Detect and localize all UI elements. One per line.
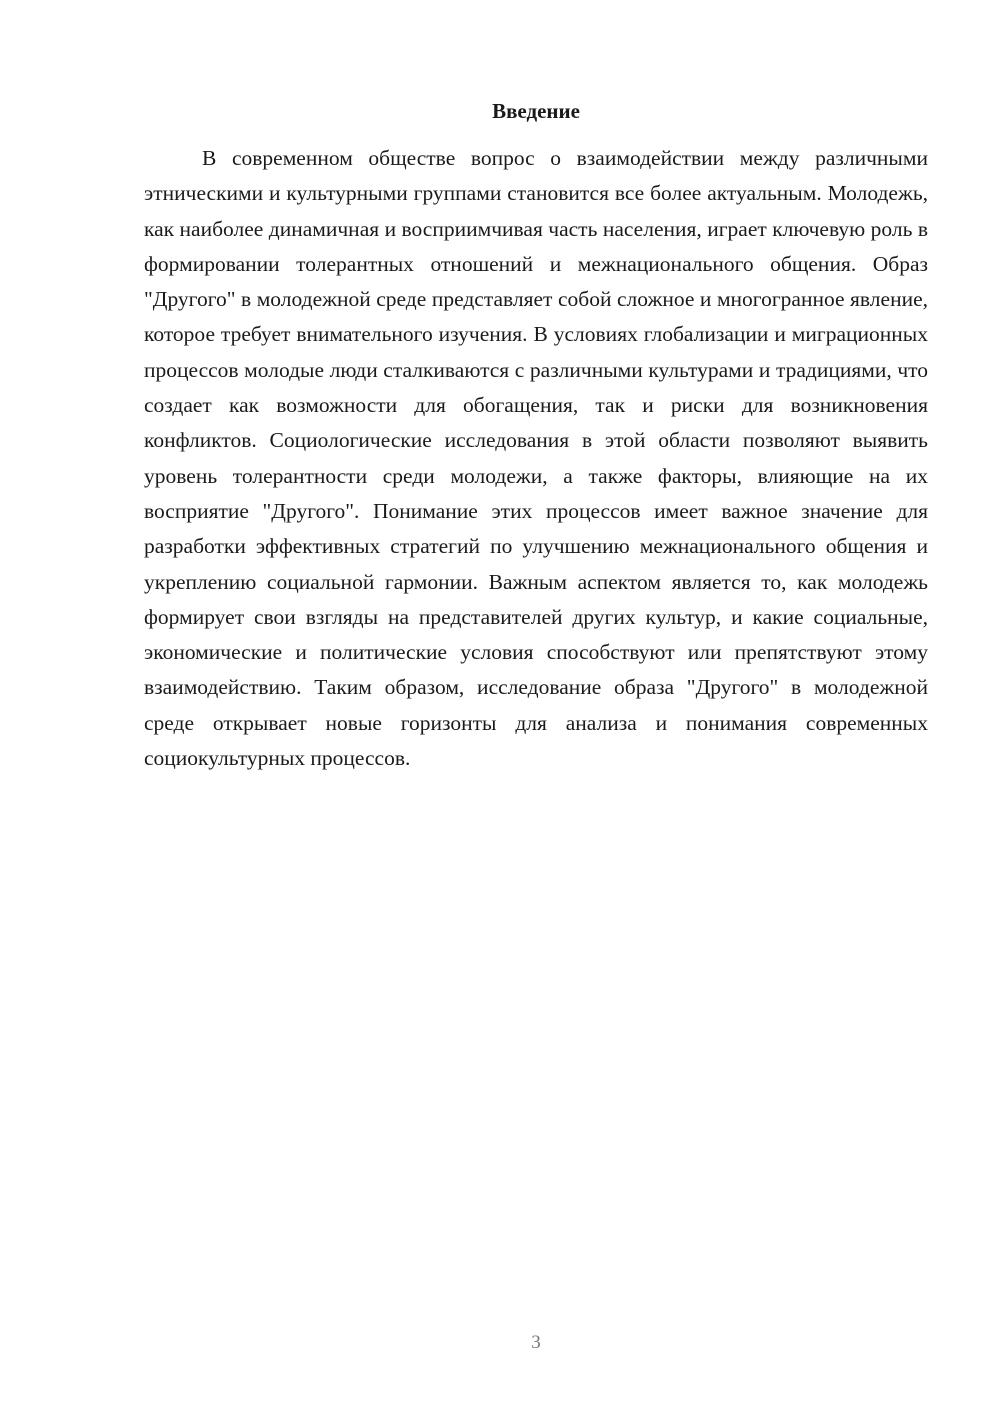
page-number: 3 (531, 1332, 541, 1353)
section-heading: Введение (492, 99, 580, 123)
body-paragraph: В современном обществе вопрос о взаимодействии между различными этническими и культурными группами становится все более актуальным. Молодежь, как наиболее динамичная и восприимчивая часть населения, играет ключевую роль в формировании толерантных отношений и межнационального общения. Образ "Другого" в молодежной среде представляет собой сложное и многогранное явление, которое требует внимательного изучения. В условиях глобализации и миграционных процессов молодые люди сталкиваются с различными культурами и традициями, что создает как возможности для обогащения, так и риски для возникновения конфликтов. Социологические исследования в этой области позволяют выявить уровень толерантности среди молодежи, а также факторы, влияющие на их восприятие "Другого". Понимание этих процессов имеет важное значение для разработки эффективных стратегий по улучшению межнационального общения и укреплению социальной гармонии. Важным аспектом является то, как молодежь формирует свои взгляды на представителей других культур, и какие социальные, экономические и политические условия способствуют или препятствуют этому взаимодействию. Таким образом, исследование образа "Другого" в молодежной среде открывает новые горизонты для анализа и понимания современных социокультурных процессов. (144, 146, 928, 771)
